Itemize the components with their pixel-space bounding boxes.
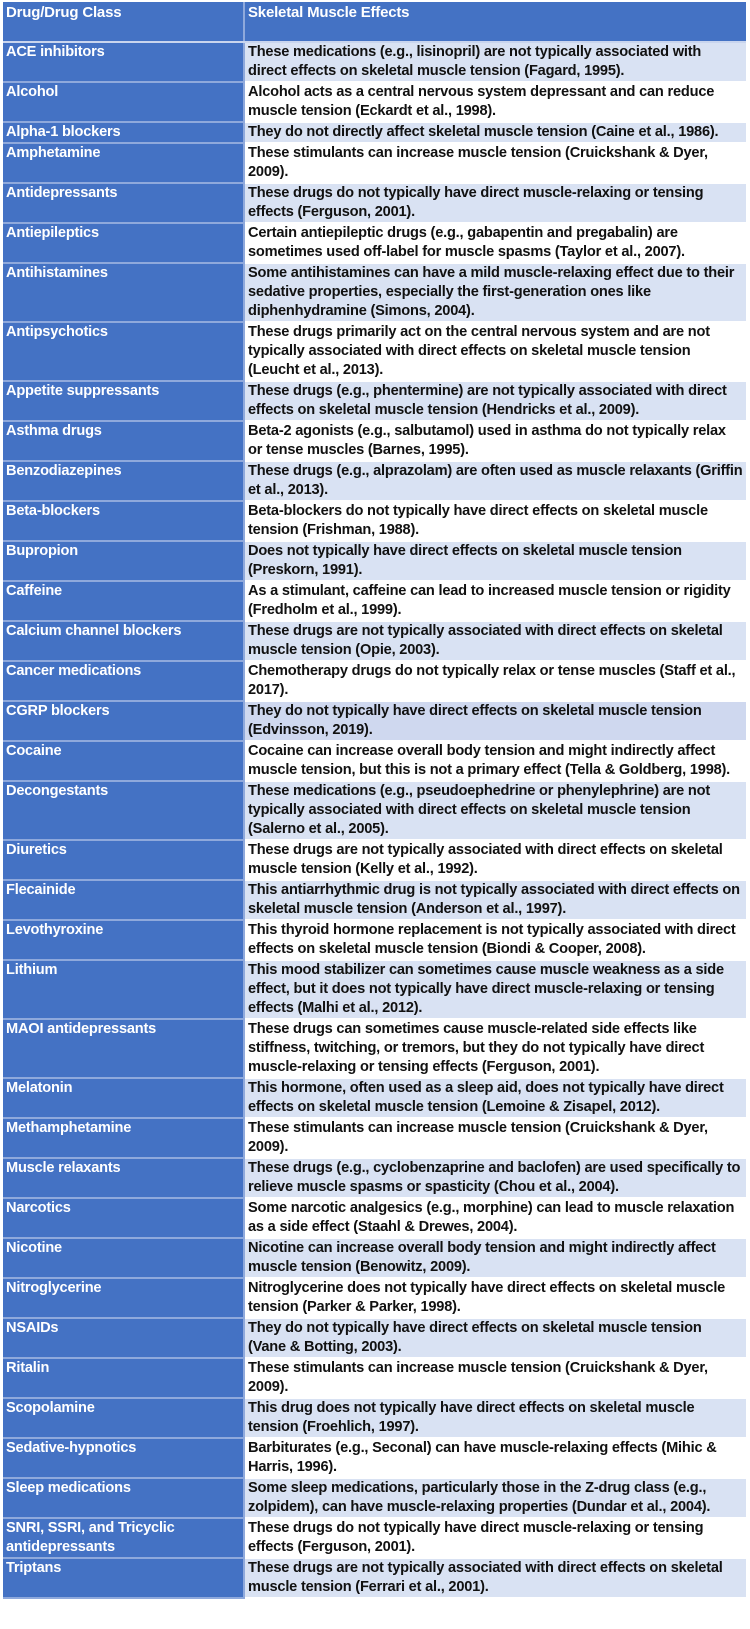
- table-row: [3, 381, 746, 421]
- table-row: [3, 1478, 746, 1518]
- drug-class-cell: Antihistamines: [3, 263, 244, 322]
- table-row: [3, 741, 746, 781]
- drug-class-cell: Levothyroxine: [3, 920, 244, 960]
- drug-class-cell: Melatonin: [3, 1078, 244, 1118]
- table-row: [3, 1438, 746, 1478]
- drug-class-cell: Flecainide: [3, 880, 244, 920]
- muscle-effect-cell: This antiarrhythmic drug is not typically associated with direct effects on skeletal muscle tension (Anderson et al., 1997).: [244, 880, 746, 920]
- muscle-effect-cell: These stimulants can increase muscle tension (Cruickshank & Dyer, 2009).: [244, 1358, 746, 1398]
- muscle-effect-cell: Cocaine can increase overall body tension and might indirectly affect muscle tension, but this is not a primary effect (Tella & Goldberg, 1998).: [244, 741, 746, 781]
- drug-class-cell: Sedative-hypnotics: [3, 1438, 244, 1478]
- drug-class-cell: Beta-blockers: [3, 501, 244, 541]
- muscle-effect-cell: This hormone, often used as a sleep aid, does not typically have direct effects on skeletal muscle tension (Lemoine & Zisapel, 2012).: [244, 1078, 746, 1118]
- muscle-effect-cell: Does not typically have direct effects on skeletal muscle tension (Preskorn, 1991).: [244, 541, 746, 581]
- drug-class-cell: Bupropion: [3, 541, 244, 581]
- table-row: [3, 42, 746, 82]
- muscle-effect-cell: These stimulants can increase muscle tension (Cruickshank & Dyer, 2009).: [244, 143, 746, 183]
- table-row: [3, 920, 746, 960]
- muscle-effect-cell: These medications (e.g., lisinopril) are not typically associated with direct effects on skeletal muscle tension (Fagard, 1995).: [244, 42, 746, 82]
- table-header-row: [3, 2, 746, 42]
- drug-class-cell: Antipsychotics: [3, 322, 244, 381]
- muscle-effect-cell: Alcohol acts as a central nervous system depressant and can reduce muscle tension (Eckardt et al., 1998).: [244, 82, 746, 122]
- drug-class-cell: Amphetamine: [3, 143, 244, 183]
- table-row: [3, 1358, 746, 1398]
- table-row: [3, 1198, 746, 1238]
- drug-class-cell: Alpha-1 blockers: [3, 122, 244, 143]
- table-row: [3, 143, 746, 183]
- muscle-effect-cell: These drugs do not typically have direct muscle-relaxing or tensing effects (Ferguson, 2001).: [244, 183, 746, 223]
- muscle-effect-cell: They do not directly affect skeletal muscle tension (Caine et al., 1986).: [244, 122, 746, 143]
- table-row: [3, 122, 746, 143]
- table-row: [3, 1019, 746, 1078]
- drug-class-cell: Sleep medications: [3, 1478, 244, 1518]
- muscle-effect-cell: These drugs primarily act on the central nervous system and are not typically associated with direct effects on skeletal muscle tension (Leucht et al., 2013).: [244, 322, 746, 381]
- drug-class-cell: Muscle relaxants: [3, 1158, 244, 1198]
- drug-class-cell: Benzodiazepines: [3, 461, 244, 501]
- table-row: [3, 82, 746, 122]
- muscle-effect-cell: Barbiturates (e.g., Seconal) can have muscle-relaxing effects (Mihic & Harris, 1996).: [244, 1438, 746, 1478]
- drug-class-cell: Diuretics: [3, 840, 244, 880]
- table-row: [3, 322, 746, 381]
- muscle-effect-cell: Some sleep medications, particularly those in the Z-drug class (e.g., zolpidem), can have muscle-relaxing properties (Dundar et al., 2004).: [244, 1478, 746, 1518]
- muscle-effect-cell: This thyroid hormone replacement is not typically associated with direct effects on skeletal muscle tension (Biondi & Cooper, 2008).: [244, 920, 746, 960]
- drug-class-cell: Calcium channel blockers: [3, 621, 244, 661]
- muscle-effect-cell: These drugs (e.g., cyclobenzaprine and baclofen) are used specifically to relieve muscle spasms or spasticity (Chou et al., 2004).: [244, 1158, 746, 1198]
- muscle-effect-cell: These medications (e.g., pseudoephedrine or phenylephrine) are not typically associated with direct effects on skeletal muscle tension (Salerno et al., 2005).: [244, 781, 746, 840]
- muscle-effect-cell: Nicotine can increase overall body tension and might indirectly affect muscle tension (Benowitz, 2009).: [244, 1238, 746, 1278]
- muscle-effect-cell: These drugs (e.g., phentermine) are not typically associated with direct effects on skeletal muscle tension (Hendricks et al., 2009).: [244, 381, 746, 421]
- table-row: [3, 263, 746, 322]
- drug-class-cell: Triptans: [3, 1558, 244, 1598]
- table-row: [3, 1118, 746, 1158]
- drug-class-cell: Antiepileptics: [3, 223, 244, 263]
- table-row: [3, 223, 746, 263]
- drug-class-cell: SNRI, SSRI, and Tricyclic antidepressants: [3, 1518, 244, 1558]
- drug-class-cell: Methamphetamine: [3, 1118, 244, 1158]
- drug-class-cell: Caffeine: [3, 581, 244, 621]
- muscle-effect-cell: As a stimulant, caffeine can lead to increased muscle tension or rigidity (Fredholm et al., 1999).: [244, 581, 746, 621]
- table-body: [3, 42, 746, 1598]
- muscle-effect-cell: They do not typically have direct effects on skeletal muscle tension (Vane & Botting, 2003).: [244, 1318, 746, 1358]
- drug-class-cell: NSAIDs: [3, 1318, 244, 1358]
- drug-class-cell: Asthma drugs: [3, 421, 244, 461]
- table-row: [3, 1398, 746, 1438]
- muscle-effect-cell: These drugs are not typically associated with direct effects on skeletal muscle tension (Opie, 2003).: [244, 621, 746, 661]
- table-row: [3, 661, 746, 701]
- table-row: [3, 840, 746, 880]
- table-row: [3, 581, 746, 621]
- table-row: [3, 1558, 746, 1598]
- table-row: [3, 621, 746, 661]
- muscle-effect-cell: These drugs are not typically associated with direct effects on skeletal muscle tension (Kelly et al., 1992).: [244, 840, 746, 880]
- column-header-drug: Drug/Drug Class: [3, 2, 244, 42]
- muscle-effect-cell: This drug does not typically have direct effects on skeletal muscle tension (Froehlich, 1997).: [244, 1398, 746, 1438]
- drug-class-cell: Nicotine: [3, 1238, 244, 1278]
- drug-class-cell: Appetite suppressants: [3, 381, 244, 421]
- muscle-effect-cell: This mood stabilizer can sometimes cause muscle weakness as a side effect, but it does not typically have direct muscle-relaxing or tensing effects (Malhi et al., 2012).: [244, 960, 746, 1019]
- drug-class-cell: MAOI antidepressants: [3, 1019, 244, 1078]
- muscle-effect-cell: Nitroglycerine does not typically have direct effects on skeletal muscle tension (Parker & Parker, 1998).: [244, 1278, 746, 1318]
- drug-class-cell: Ritalin: [3, 1358, 244, 1398]
- muscle-effect-cell: Certain antiepileptic drugs (e.g., gabapentin and pregabalin) are sometimes used off-label for muscle spasms (Taylor et al., 2007).: [244, 223, 746, 263]
- muscle-effect-cell: Beta-2 agonists (e.g., salbutamol) used in asthma do not typically relax or tense muscles (Barnes, 1995).: [244, 421, 746, 461]
- drug-class-cell: Narcotics: [3, 1198, 244, 1238]
- drug-class-cell: Cocaine: [3, 741, 244, 781]
- table-row: [3, 701, 746, 741]
- table-row: [3, 1238, 746, 1278]
- drug-class-cell: CGRP blockers: [3, 701, 244, 741]
- table-row: [3, 183, 746, 223]
- drug-class-cell: Lithium: [3, 960, 244, 1019]
- drug-class-cell: Cancer medications: [3, 661, 244, 701]
- table-row: [3, 541, 746, 581]
- table-row: [3, 1278, 746, 1318]
- drug-class-cell: ACE inhibitors: [3, 42, 244, 82]
- table-row: [3, 960, 746, 1019]
- muscle-effect-cell: Some narcotic analgesics (e.g., morphine) can lead to muscle relaxation as a side effect (Staahl & Drewes, 2004).: [244, 1198, 746, 1238]
- table-row: [3, 1158, 746, 1198]
- table-row: [3, 461, 746, 501]
- muscle-effect-cell: Some antihistamines can have a mild muscle-relaxing effect due to their sedative properties, especially the first-generation ones like diphenhydramine (Simons, 2004).: [244, 263, 746, 322]
- muscle-effect-cell: These drugs can sometimes cause muscle-related side effects like stiffness, twitching, or tremors, but they do not typically have direct muscle-relaxing or tensing effects (Ferguson, 2001).: [244, 1019, 746, 1078]
- muscle-effect-cell: These drugs are not typically associated with direct effects on skeletal muscle tension (Ferrari et al., 2001).: [244, 1558, 746, 1598]
- table-row: [3, 781, 746, 840]
- muscle-effect-cell: They do not typically have direct effects on skeletal muscle tension (Edvinsson, 2019).: [244, 701, 746, 741]
- table-row: [3, 880, 746, 920]
- table-row: [3, 421, 746, 461]
- table-row: [3, 1078, 746, 1118]
- muscle-effect-cell: These stimulants can increase muscle tension (Cruickshank & Dyer, 2009).: [244, 1118, 746, 1158]
- drug-class-cell: Alcohol: [3, 82, 244, 122]
- muscle-effect-cell: These drugs (e.g., alprazolam) are often used as muscle relaxants (Griffin et al., 2013).: [244, 461, 746, 501]
- muscle-effect-cell: Chemotherapy drugs do not typically relax or tense muscles (Staff et al., 2017).: [244, 661, 746, 701]
- drug-class-cell: Scopolamine: [3, 1398, 244, 1438]
- drug-class-cell: Nitroglycerine: [3, 1278, 244, 1318]
- drug-muscle-effects-table: [3, 2, 746, 1599]
- table-row: [3, 1318, 746, 1358]
- table-row: [3, 1518, 746, 1558]
- muscle-effect-cell: Beta-blockers do not typically have direct effects on skeletal muscle tension (Frishman, 1988).: [244, 501, 746, 541]
- drug-class-cell: Antidepressants: [3, 183, 244, 223]
- muscle-effect-cell: These drugs do not typically have direct muscle-relaxing or tensing effects (Ferguson, 2001).: [244, 1518, 746, 1558]
- table-row: [3, 501, 746, 541]
- drug-class-cell: Decongestants: [3, 781, 244, 840]
- column-header-effects: Skeletal Muscle Effects: [244, 2, 746, 42]
